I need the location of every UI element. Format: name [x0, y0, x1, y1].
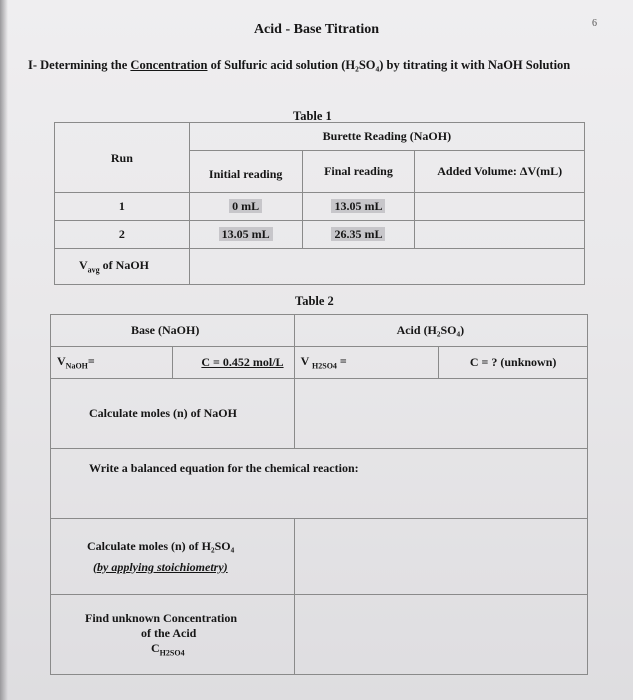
- table2-moles-naoh-answer[interactable]: [294, 379, 587, 449]
- table1-row: [55, 221, 585, 249]
- table1-avg-value[interactable]: [189, 249, 584, 285]
- section-heading: [28, 56, 618, 75]
- page-edge-shadow: [0, 0, 8, 700]
- section-heading-pre: I- Determining the: [28, 58, 131, 72]
- table1-added-cell[interactable]: [415, 221, 585, 249]
- table2-v-naoh[interactable]: $V_{NaOH}=$: [51, 347, 173, 379]
- table2-c-naoh: C = 0.452 mol/L: [201, 355, 284, 369]
- table2-c-h2so4: C = ? (unknown): [439, 347, 588, 379]
- table2-v-h2so4[interactable]: V $_{H2SO4}$ =: [294, 347, 439, 379]
- table2-find-label: [51, 595, 295, 675]
- table2-base-header: Base (NaOH): [51, 315, 295, 347]
- table1: [54, 122, 585, 285]
- table1-initial-cell: 13.05 mL: [219, 227, 273, 241]
- table1-final-cell: 13.05 mL: [331, 199, 385, 213]
- table2-moles-h2so4-text: Calculate moles (n) of H₂SO₄: [87, 538, 235, 553]
- table1-initial-cell: 0 mL: [229, 199, 262, 213]
- table2-find-line1: Find unknown Concentration: [85, 611, 238, 626]
- table1-final-cell: 26.35 mL: [331, 227, 385, 241]
- table1-run-cell: 2: [55, 221, 190, 249]
- table1-header-final: Final reading: [302, 151, 415, 193]
- table2-moles-naoh-label: Calculate moles (n) of NaOH: [51, 379, 295, 449]
- table2-find-line2: of the Acid: [141, 626, 197, 641]
- table1-avg-label: $V_{avg}$ of NaOH: [55, 249, 190, 285]
- section-heading-underlined: Concentration: [130, 58, 208, 72]
- page-title: Acid - Base Titration: [253, 22, 380, 37]
- table2-moles-h2so4-label: [51, 519, 295, 595]
- table1-caption: Table 1: [293, 109, 332, 123]
- table2-equation[interactable]: Write a balanced equation for the chemical reaction:: [51, 449, 588, 519]
- table1-run-cell: 1: [55, 193, 190, 221]
- page-number: 6: [592, 18, 597, 29]
- table1-row: [55, 193, 585, 221]
- table1-added-cell[interactable]: [415, 193, 585, 221]
- table2-caption: Table 2: [295, 294, 334, 308]
- table2-acid-header: Acid (H₂SO₄): [294, 315, 587, 347]
- section-heading-post: of Sulfuric acid solution (H₂SO₄) by titrating it with NaOH Solution: [207, 58, 571, 72]
- table1-header-run: Run: [55, 123, 190, 193]
- table2-find-answer[interactable]: [294, 595, 587, 675]
- table2: [50, 314, 588, 675]
- table1-header-initial: Initial reading: [189, 151, 302, 193]
- table2-stoich-note: (by applying stoichiometry): [93, 559, 228, 574]
- table2-find-c: $C_{H2SO4}$: [151, 641, 185, 658]
- table1-header-added: Added Volume: ΔV(mL): [415, 151, 585, 193]
- table1-header-burette: Burette Reading (NaOH): [189, 123, 584, 151]
- table2-moles-h2so4-answer[interactable]: [294, 519, 587, 595]
